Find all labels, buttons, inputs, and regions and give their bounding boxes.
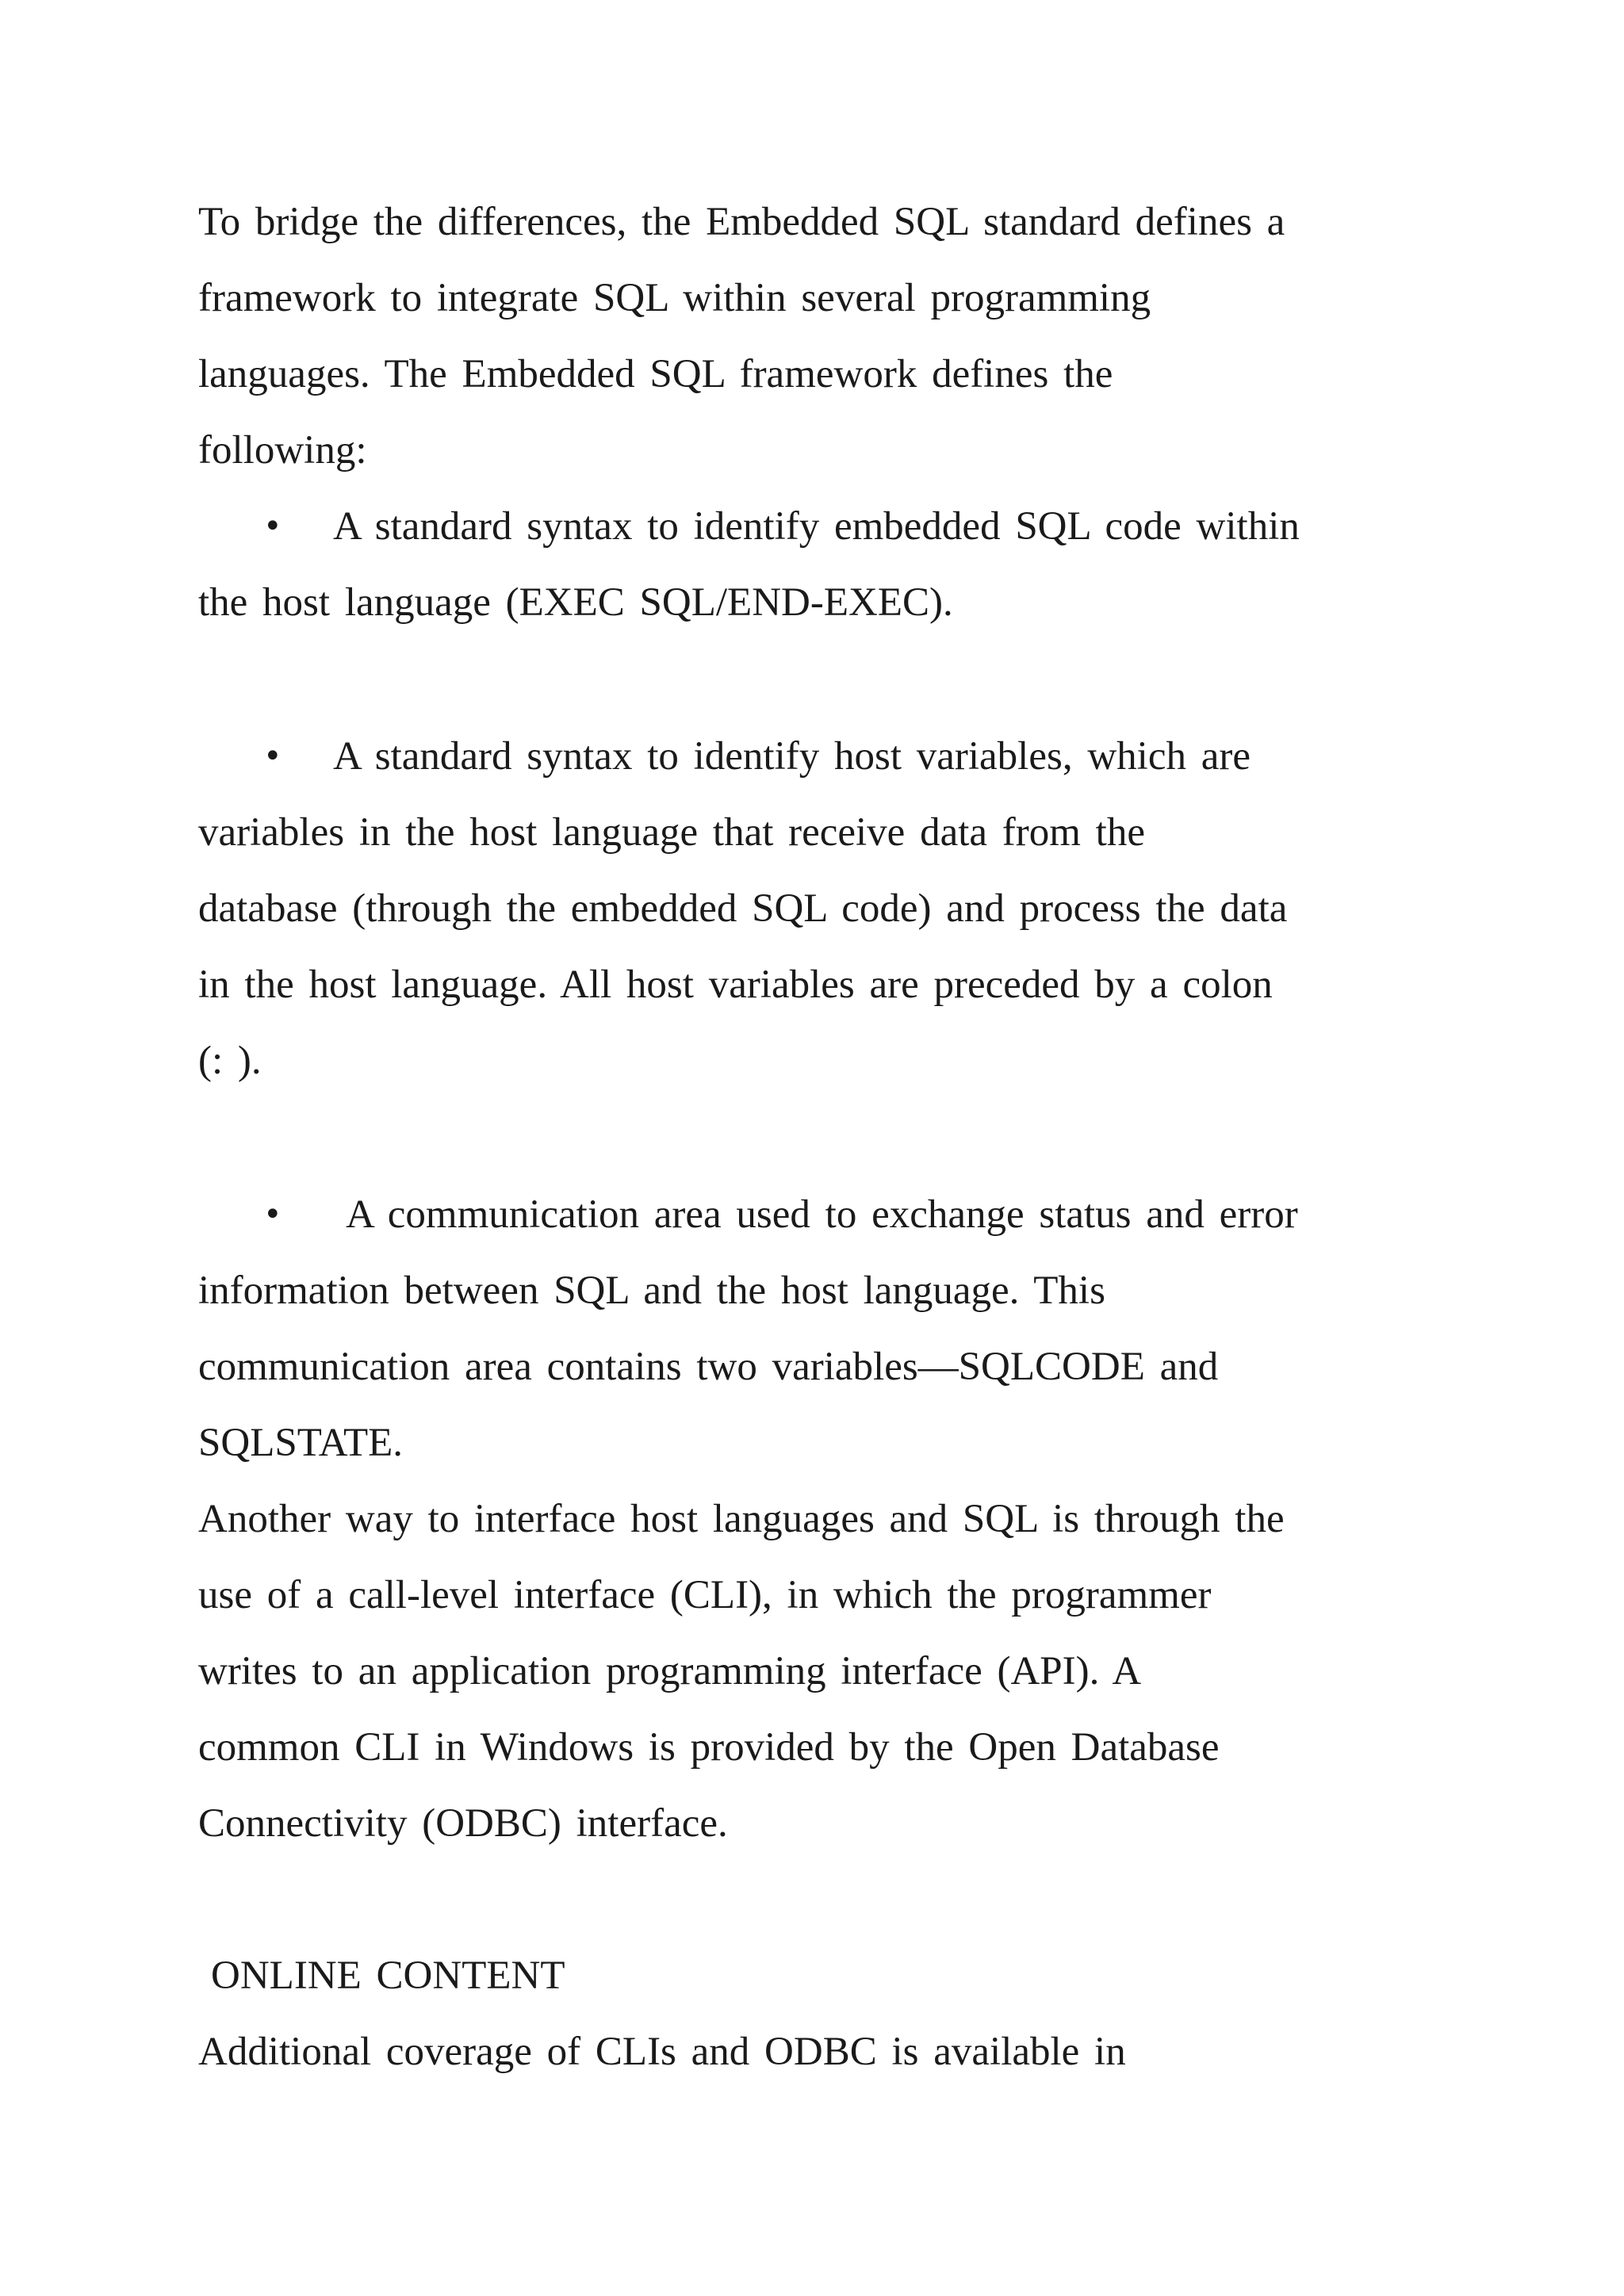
bullet-marker: • (263, 738, 282, 775)
text-line: Additional coverage of CLIs and ODBC is available in (198, 2030, 1126, 2074)
text-line: framework to integrate SQL within several programming (198, 276, 1151, 320)
text-line: To bridge the differences, the Embedded SQL standard defines a (198, 200, 1285, 244)
text-line: following: (198, 428, 367, 473)
text-line: Connectivity (ODBC) interface. (198, 1801, 728, 1846)
text-line: A standard syntax to identify embedded SQL code within (333, 504, 1300, 549)
text-line: in the host language. All host variables are preceded by a colon (198, 962, 1273, 1007)
bullet-marker: • (263, 508, 282, 545)
text-line: languages. The Embedded SQL framework defines the (198, 352, 1113, 396)
text-line: communication area contains two variables—SQLCODE and (198, 1345, 1219, 1389)
text-line: common CLI in Windows is provided by the Open Database (198, 1725, 1220, 1770)
text-line: the host language (EXEC SQL/END-EXEC). (198, 580, 953, 625)
text-line: variables in the host language that receive data from the (198, 810, 1145, 855)
section-heading: ONLINE CONTENT (211, 1954, 565, 1998)
text-line: A communication area used to exchange status and error (346, 1192, 1298, 1237)
text-line: (: ). (198, 1039, 262, 1083)
text-line: writes to an application programming interface (API). A (198, 1649, 1142, 1693)
text-line: SQLSTATE. (198, 1421, 404, 1465)
text-line: database (through the embedded SQL code) and process the data (198, 886, 1288, 931)
text-line: Another way to interface host languages and SQL is through the (198, 1497, 1285, 1541)
text-line: A standard syntax to identify host variables, which are (333, 734, 1251, 779)
bullet-marker: • (263, 1196, 282, 1233)
text-line: information between SQL and the host language. This (198, 1269, 1105, 1313)
text-line: use of a call-level interface (CLI), in which the programmer (198, 1573, 1212, 1617)
